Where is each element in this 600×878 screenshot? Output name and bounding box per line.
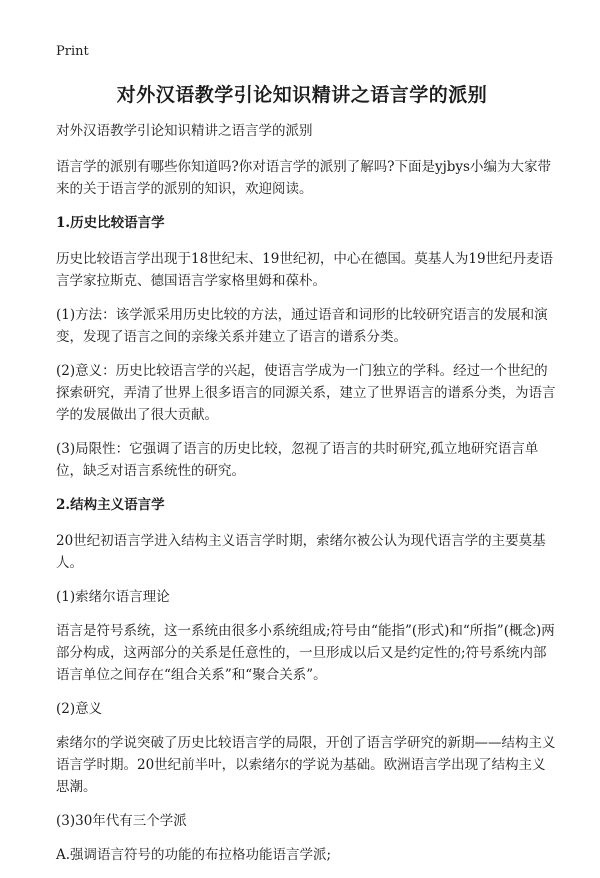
paragraph: A.强调语言符号的功能的布拉格功能语言学派;	[56, 847, 332, 863]
paragraph: 语言是符号系统，这一系统由很多小系统组成;符号由“能指”(形式)和“所指”(概念)两部分构成，这两部分的关系是任意性的，一旦形成以后又是约定性的;符号系统内部语言单位之间存在“组合关系”和“聚合关系”。	[56, 623, 555, 683]
article-body	[56, 120, 556, 878]
section-heading-historical: 1.历史比较语言学	[56, 215, 165, 231]
paragraph: (1)索绪尔语言理论	[56, 589, 170, 605]
paragraph: (2)意义	[56, 701, 103, 717]
section-heading-structuralism: 2.结构主义语言学	[56, 497, 165, 513]
paragraph: (3)30年代有三个学派	[56, 813, 187, 829]
article-subtitle: 对外汉语教学引论知识精讲之语言学的派别	[56, 123, 313, 139]
paragraph: 索绪尔的学说突破了历史比较语言学的局限，开创了语言学研究的新期——结构主义语言学时期。20世纪前半叶，以索绪尔的学说为基础。欧洲语言学出现了结构主义思潮。	[56, 735, 556, 795]
paragraph: (1)方法：该学派采用历史比较的方法，通过语音和词形的比较研究语言的发展和演变，发现了语言之间的亲缘关系并建立了语言的谱系分类。	[56, 307, 548, 345]
paragraph: (2)意义：历史比较语言学的兴起，使语言学成为一门独立的学科。经过一个世纪的探索研究，弄清了世界上很多语言的同源关系，建立了世界语言的谱系分类，为语言学的发展做出了很大贡献。	[56, 363, 556, 423]
paragraph: (3)局限性：它强调了语言的历史比较，忽视了语言的共时研究,孤立地研究语言单位，缺乏对语言系统性的研究。	[56, 441, 539, 479]
intro-paragraph: 语言学的派别有哪些你知道吗?你对语言学的派别了解吗?下面是yjbys小编为大家带来的关于语言学的派别的知识，欢迎阅读。	[56, 159, 551, 197]
paragraph: 20世纪初语言学进入结构主义语言学时期，索绪尔被公认为现代语言学的主要莫基人。	[56, 533, 546, 571]
paragraph: 历史比较语言学出现于18世纪末、19世纪初，中心在德国。莫基人为19世纪丹麦语言学家拉斯克、德国语言学家格里姆和葆朴。	[56, 251, 554, 289]
page-title: 对外汉语教学引论知识精讲之语言学的派别	[116, 84, 488, 106]
print-link[interactable]: Print	[56, 44, 89, 59]
